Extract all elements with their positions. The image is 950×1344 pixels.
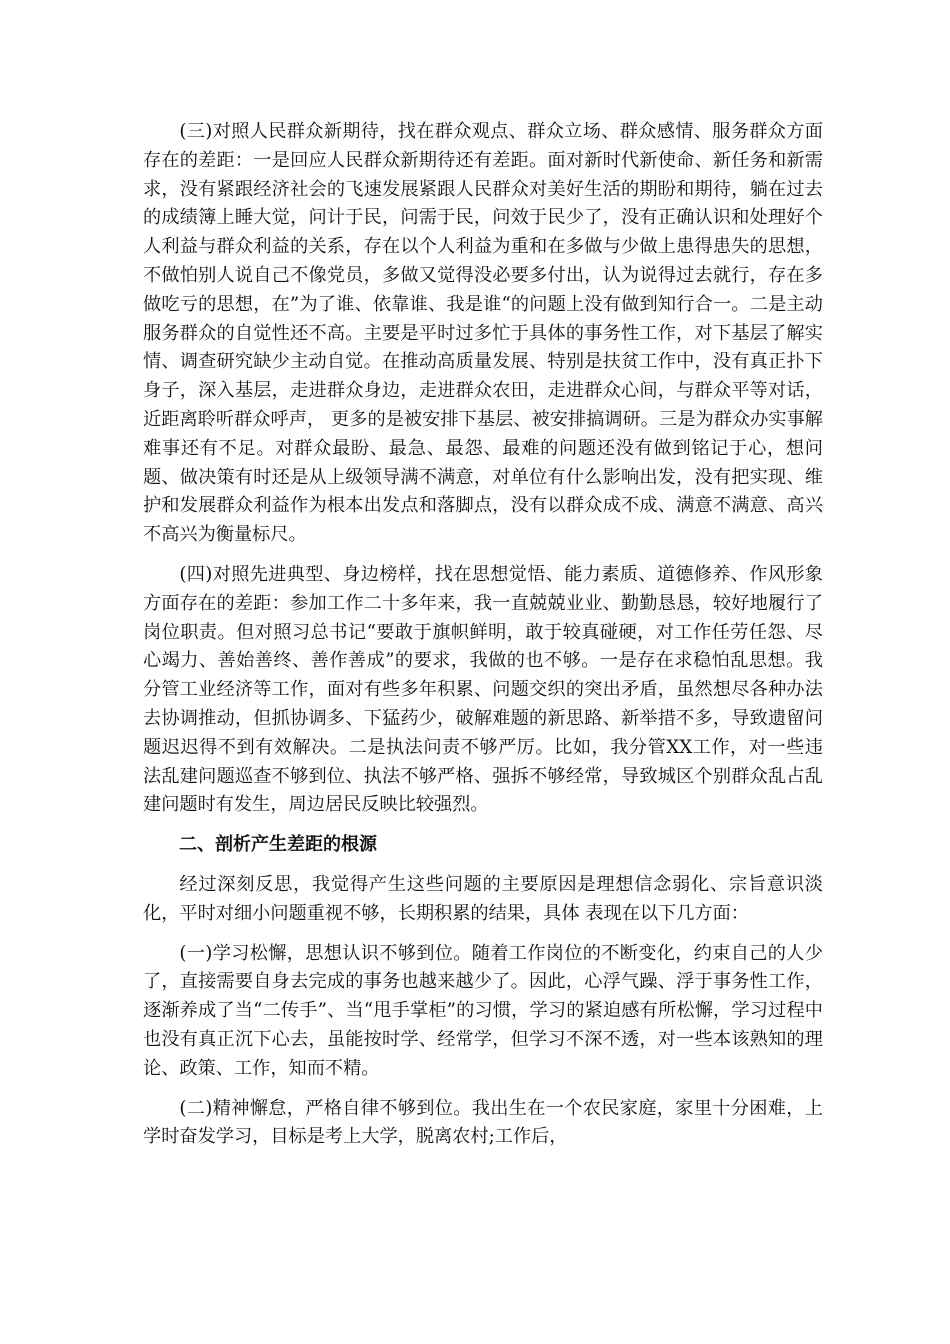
- paragraph-root-causes: 经过深刻反思，我觉得产生这些问题的主要原因是理想信念弱化、宗旨意识淡化，平时对细小问题重视不够，长期积累的结果，具体 表现在以下几方面：: [143, 873, 823, 924]
- paragraph-spirit-lax: (二)精神懈怠，严格自律不够到位。我出生在一个农民家庭，家里十分困难，上学时奋发学习，目标是考上大学，脱离农村;工作后，: [143, 1097, 823, 1148]
- paragraph-gap-masses: (三)对照人民群众新期待，找在群众观点、群众立场、群众感情、服务群众方面存在的差距：一是回应人民群众新期待还有差距。面对新时代新使命、新任务和新需求，没有紧跟经济社会的飞速发展紧跟人民群众对美好生活的期盼和期待，躺在过去的成绩簿上睡大觉，问计于民，问需于民，问效于民少了，没有正确认识和处理好个人利益与群众利益的关系，存在以个人利益为重和在多做与少做上患得患失的思想，不做怕别人说自己不像党员，多做又觉得没必要多付出，认为说得过去就行，存在多做吃亏的思想，在”为了谁、依靠谁、我是谁“的问题上没有做到知行合一。二是主动服务群众的自觉性还不高。主要是平时过多忙于具体的事务性工作，对下基层了解实情、调查研究缺少主动自觉。在推动高质量发展、特别是扶贫工作中，没有真正扑下身子，深入基层，走进群众身边，走进群众农田，走进群众心间，与群众平等对话，近距离聆听群众呼声， 更多的是被安排下基层、被安排搞调研。三是为群众办实事解难事还有不足。对群众最盼、最急、最怨、最难的问题还没有做到铭记于心，想问题、做决策有时还是从上级领导满不满意，对单位有什么影响出发，没有把实现、维护和发展群众利益作为根本出发点和落脚点，没有以群众成不成、满意不满意、高兴不高兴为衡量标尺。: [143, 121, 823, 546]
- paragraph-study-lax: (一)学习松懈，思想认识不够到位。随着工作岗位的不断变化，约束自己的人少了，直接需要自身去完成的事务也越来越少了。因此，心浮气躁、浮于事务性工作，逐渐养成了当“二传手”、当“甩手掌柜”的习惯，学习的紧迫感有所松懈，学习过程中也没有真正沉下心去，虽能按时学、经常学，但学习不深不透，对一些本该熟知的理论、政策、工作，知而不精。: [143, 942, 823, 1079]
- section-heading: 二、剖析产生差距的根源: [179, 834, 377, 856]
- document-page: [143, 118, 823, 1163]
- paragraph-gap-models: (四)对照先进典型、身边榜样，找在思想觉悟、能力素质、道德修养、作风形象方面存在的差距：参加工作二十多年来，我一直兢兢业业、勤勤恳恳，较好地履行了岗位职责。但对照习总书记“要敢于旗帜鲜明，敢于较真碰硬，对工作任劳任怨、尽心竭力、善始善终、善作善成”的要求，我做的也不够。一是存在求稳怕乱思想。我分管工业经济等工作，面对有些多年积累、问题交织的突出矛盾，虽然想尽各种办法去协调推动，但抓协调多、下猛药少，破解难题的新思路、新举措不多，导致遗留问题迟迟得不到有效解决。二是执法问责不够严厉。比如，我分管XX工作，对一些违法乱建问题巡查不够到位、执法不够严格、强拆不够经常，导致城区个别群众乱占乱建问题时有发生，周边居民反映比较强烈。: [143, 563, 823, 816]
